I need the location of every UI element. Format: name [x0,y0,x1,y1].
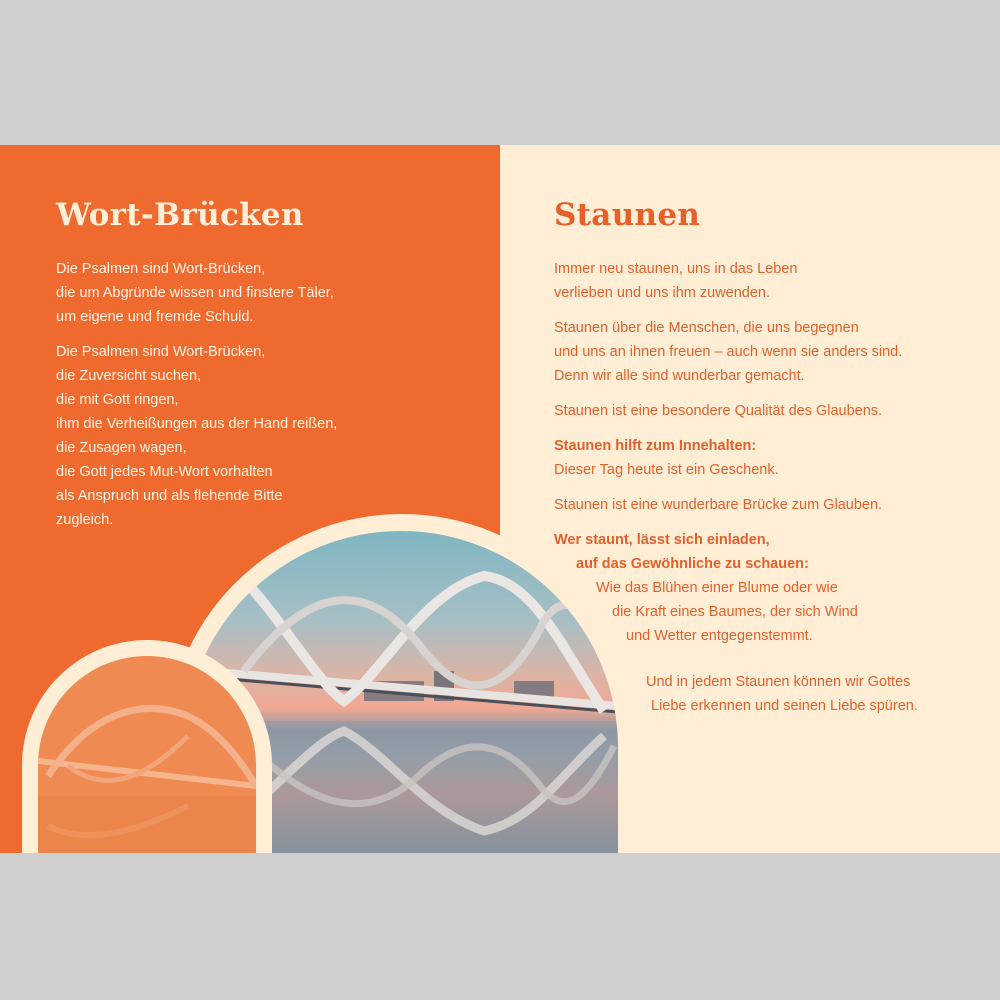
text-line-bold: Wer staunt, lässt sich einladen, [554,532,770,548]
text-line: verlieben und uns ihm zuwenden. [554,285,771,301]
text-line: als Anspruch und als flehende Bitte [56,488,283,504]
text-line: Staunen ist eine wunderbare Brücke zum Glauben. [554,497,883,513]
text-line: Dieser Tag heute ist ein Geschenk. [554,462,779,478]
text-line: und uns an ihnen freuen – auch wenn sie anders sind. [554,344,903,360]
book-spread [0,145,1000,853]
bridge-photo-small-tinted [38,656,256,853]
text-line: die um Abgründe wissen und finstere Täler, [56,285,334,301]
left-page-text [56,257,337,543]
text-line: Staunen ist eine besondere Qualität des Glaubens. [554,403,883,419]
right-paragraph-3 [554,399,974,423]
text-line: Denn wir alle sind wunderbar gemacht. [554,368,805,384]
text-line: die mit Gott ringen, [56,392,179,408]
text-line: Und in jedem Staunen können wir Gottes [646,674,911,690]
text-line: Die Psalmen sind Wort-Brücken, [56,344,266,360]
left-paragraph-1 [56,257,337,329]
right-page-title: Staunen [554,197,701,233]
text-line: Immer neu staunen, uns in das Leben [554,261,798,277]
right-paragraph-5 [554,493,974,517]
text-line-bold: auf das Gewöhnliche zu schauen: [576,556,809,572]
right-paragraph-2 [554,316,974,388]
text-line-bold: Staunen hilft zum Innehalten: [554,438,757,454]
text-line: Die Psalmen sind Wort-Brücken, [56,261,266,277]
text-line: die Kraft eines Baumes, der sich Wind [612,604,858,620]
text-line: die Gott jedes Mut-Wort vorhalten [56,464,273,480]
text-line: Liebe erkennen und seinen Liebe spüren. [651,698,918,714]
text-line: zugleich. [56,512,114,528]
right-paragraph-1 [554,257,974,305]
text-line: und Wetter entgegenstemmt. [626,628,813,644]
bridge-illustration-tinted [38,656,256,853]
text-line: um eigene und fremde Schuld. [56,309,254,325]
left-paragraph-2 [56,340,337,532]
text-line: Wie das Blühen einer Blume oder wie [596,580,838,596]
text-line: ihm die Verheißungen aus der Hand reißen, [56,416,338,432]
text-line: Staunen über die Menschen, die uns begegnen [554,320,859,336]
text-line: die Zusagen wagen, [56,440,187,456]
right-paragraph-4 [554,434,974,482]
text-line: die Zuversicht suchen, [56,368,202,384]
left-page-title: Wort-Brücken [56,197,304,233]
